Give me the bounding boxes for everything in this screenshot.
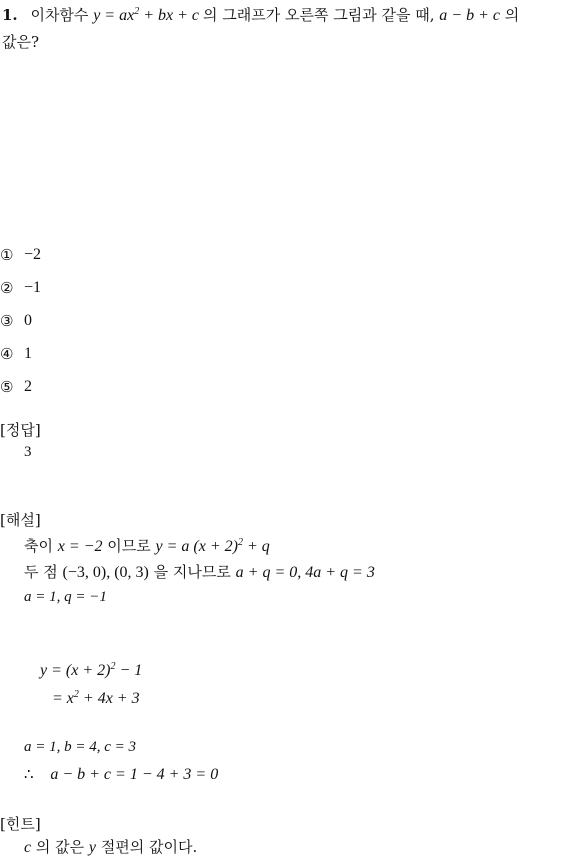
question-number: 1. <box>2 6 18 24</box>
choice-mark: ② <box>0 278 14 297</box>
hint-label: [힌트] <box>0 815 41 833</box>
solution-line-2 <box>24 561 375 582</box>
therefore-expression: a − b + c = 1 − 4 + 3 = 0 <box>50 766 219 783</box>
choice-mark: ⑤ <box>0 377 14 396</box>
choice-1[interactable] <box>0 238 41 271</box>
solution-axis-equation: x = −2 <box>57 538 103 555</box>
choice-value: 1 <box>24 344 32 362</box>
solution-points-mid: 을 지나므로 <box>153 563 231 581</box>
choice-mark: ① <box>0 245 14 264</box>
question-post: 의 <box>504 6 520 24</box>
choice-value: −2 <box>24 245 42 263</box>
choice-mark: ③ <box>0 311 14 330</box>
solution-equation-2: = $x^2 + 4x + 3$ <box>52 689 140 707</box>
choice-value: 0 <box>24 311 32 329</box>
hint-mid: 의 값은 <box>35 838 85 856</box>
solution-axis-mid: 이므로 <box>107 537 151 555</box>
solution-points: (−3, 0), (0, 3) <box>62 564 149 581</box>
answer-label: [정답] <box>0 421 41 439</box>
graph-placeholder <box>0 62 569 232</box>
choice-mark: ④ <box>0 344 14 363</box>
solution-points-prefix: 두 점 <box>24 563 58 581</box>
solution-coefficients: a = 1, b = 4, c = 3 <box>24 739 137 755</box>
solution-line-3: a = 1, q = −1 <box>24 589 107 605</box>
choice-value: 2 <box>24 377 32 395</box>
question-formula: $y = ax^2$ + bx + c <box>93 6 203 24</box>
choice-4[interactable] <box>0 337 41 370</box>
hint-post: 절편의 값이다. <box>100 838 198 856</box>
hint-var-c: c <box>24 839 32 856</box>
choice-list <box>0 238 41 403</box>
choice-2[interactable] <box>0 271 41 304</box>
question-intro: 이차함수 <box>30 6 89 24</box>
solution-therefore <box>24 765 218 784</box>
question-mid: 의 그래프가 오른쪽 그림과 같을 때, <box>203 6 435 24</box>
question-expression: a − b + c <box>439 7 500 24</box>
question-text <box>2 2 564 56</box>
solution-line-1 <box>24 535 270 556</box>
solution-axis-prefix: 축이 <box>24 537 53 555</box>
question-line2: 값은? <box>2 33 40 51</box>
hint-text <box>24 836 197 857</box>
hint-var-y: y <box>88 839 97 856</box>
therefore-symbol: ∴ <box>24 765 34 783</box>
choice-5[interactable] <box>0 370 41 403</box>
solution-vertex-form: y = a $(x + 2)^2 + q$ <box>155 537 270 555</box>
choice-3[interactable] <box>0 304 41 337</box>
solution-equation-1: $y = (x + 2)^2 - 1$ <box>40 661 143 679</box>
choice-value: −1 <box>24 278 42 296</box>
answer-value: 3 <box>24 444 32 460</box>
solution-label: [해설] <box>0 511 41 529</box>
solution-system: a + q = 0, 4a + q = 3 <box>235 564 375 581</box>
